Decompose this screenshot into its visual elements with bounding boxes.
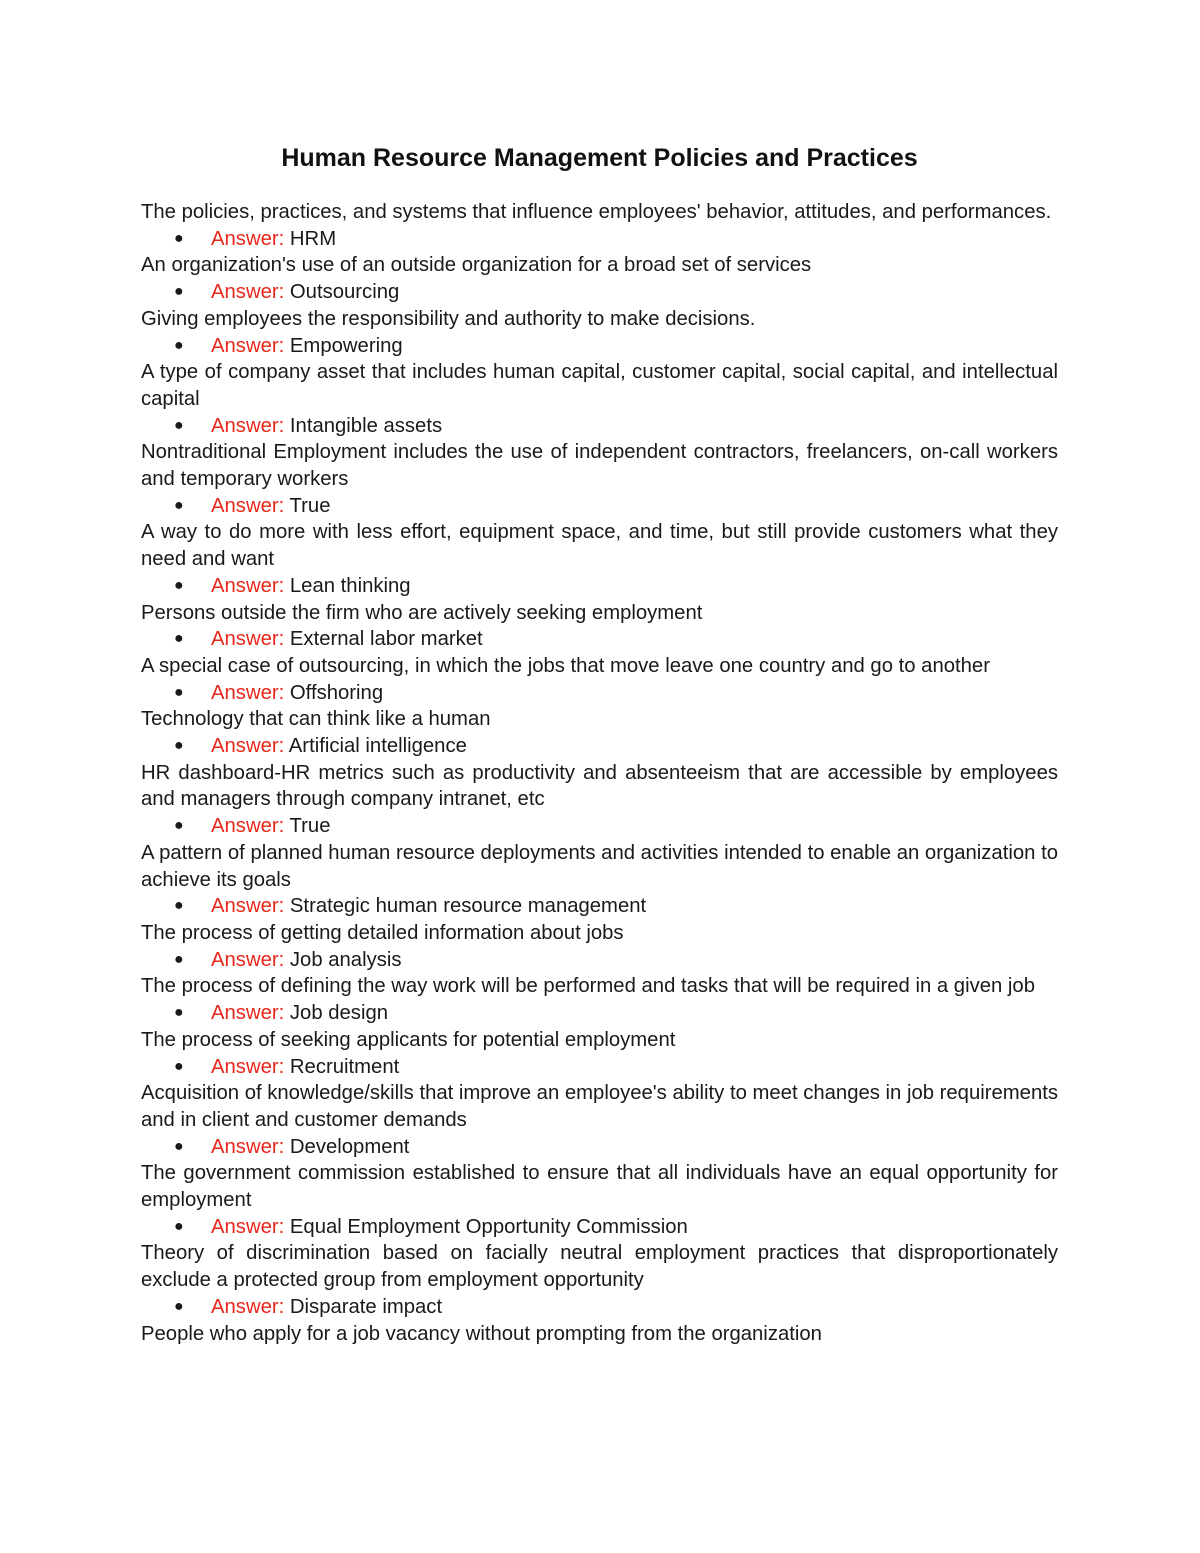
answer-label: Answer:	[211, 815, 285, 838]
bullet-icon: ●	[174, 683, 184, 701]
answer-value: Strategic human resource management	[289, 895, 647, 918]
answer-list-item	[141, 573, 1058, 600]
question-text: A special case of outsourcing, in which the jobs that move leave one country and go to another	[141, 654, 990, 677]
answer-label: Answer:	[211, 628, 285, 651]
bullet-icon: ●	[174, 1217, 184, 1235]
answer-value: Offshoring	[289, 681, 384, 704]
bullet-icon: ●	[174, 229, 184, 247]
bullet-icon: ●	[174, 897, 184, 915]
answer-label: Answer:	[211, 1002, 285, 1025]
answer-label: Answer:	[211, 1135, 285, 1158]
answer-label: Answer:	[211, 1215, 285, 1238]
answer-label: Answer:	[211, 227, 285, 250]
answer-list-item	[141, 413, 1058, 440]
answer-list-item	[141, 279, 1058, 306]
answer-label: Answer:	[211, 948, 285, 971]
answer-value: Empowering	[289, 334, 403, 357]
answer-value: True	[289, 494, 331, 517]
question-text: A type of company asset that includes human capital, customer capital, social capital, and intellectual capital	[141, 361, 1058, 410]
answer-list-item	[141, 1294, 1058, 1321]
answer-value: Development	[289, 1135, 410, 1158]
question-text: Nontraditional Employment includes the use of independent contractors, freelancers, on-call workers and temporary workers	[141, 441, 1058, 491]
answer-label: Answer:	[211, 681, 285, 704]
answer-label: Answer:	[211, 1295, 285, 1318]
answer-label: Answer:	[211, 735, 285, 758]
answer-value: Job analysis	[289, 948, 402, 971]
answer-list-item	[141, 333, 1058, 360]
answer-list-item	[141, 813, 1058, 840]
question-text: Technology that can think like a human	[141, 708, 491, 731]
question-text: A pattern of planned human resource deployments and activities intended to enable an organization to achieve its goals	[141, 841, 1058, 891]
answer-value: Artificial intelligence	[288, 735, 467, 758]
bullet-icon: ●	[174, 576, 184, 594]
answer-value: True	[289, 815, 331, 838]
document-title: Human Resource Management Policies and Practices	[281, 144, 918, 172]
question-text: An organization's use of an outside organization for a broad set of services	[141, 254, 812, 277]
answer-value: Outsourcing	[289, 281, 400, 304]
answer-value: HRM	[289, 227, 337, 250]
answer-value: Recruitment	[289, 1055, 400, 1078]
answer-value: Lean thinking	[289, 574, 411, 597]
bullet-icon: ●	[174, 1057, 184, 1075]
bullet-icon: ●	[174, 1004, 184, 1022]
answer-list-item	[141, 226, 1058, 253]
bullet-icon: ●	[174, 630, 184, 648]
bullet-icon: ●	[174, 1297, 184, 1315]
answer-list-item	[141, 1000, 1058, 1027]
question-text: The process of getting detailed information about jobs	[141, 921, 624, 944]
document-page	[141, 138, 1058, 1347]
answer-label: Answer:	[211, 1055, 285, 1078]
question-text: A way to do more with less effort, equipment space, and time, but still provide customers what they need and want	[141, 521, 1058, 571]
answer-list-item	[141, 1134, 1058, 1161]
bullet-icon: ●	[174, 737, 184, 755]
answer-label: Answer:	[211, 494, 285, 517]
answer-label: Answer:	[211, 334, 285, 357]
bullet-icon: ●	[174, 336, 184, 354]
answer-list-item	[141, 680, 1058, 707]
bullet-icon: ●	[174, 416, 184, 434]
question-text: People who apply for a job vacancy without prompting from the organization	[141, 1322, 822, 1345]
question-text: The process of defining the way work will be performed and tasks that will be required in a given job	[141, 975, 1035, 998]
answer-label: Answer:	[211, 895, 285, 918]
answer-list-item	[141, 493, 1058, 520]
bullet-icon: ●	[174, 496, 184, 514]
answer-list-item	[141, 1054, 1058, 1081]
answer-label: Answer:	[211, 414, 285, 437]
question-text: Theory of discrimination based on facially neutral employment practices that disproportionately exclude a protected group from employment opportunity	[141, 1242, 1058, 1292]
bullet-icon: ●	[174, 1137, 184, 1155]
answer-list-item	[141, 947, 1058, 974]
answer-label: Answer:	[211, 574, 285, 597]
question-text: The policies, practices, and systems that influence employees' behavior, attitudes, and performances.	[141, 201, 1052, 223]
question-text: Persons outside the firm who are actively seeking employment	[141, 601, 703, 624]
answer-label: Answer:	[211, 281, 285, 304]
answer-value: Disparate impact	[289, 1295, 443, 1318]
answer-value: Equal Employment Opportunity Commission	[289, 1215, 688, 1238]
bullet-icon: ●	[174, 950, 184, 968]
question-text: Giving employees the responsibility and authority to make decisions.	[141, 307, 756, 330]
answer-list-item	[141, 733, 1058, 760]
qa-list	[141, 199, 1058, 1347]
question-text: Acquisition of knowledge/skills that improve an employee's ability to meet changes in job requirements and in client and customer demands	[141, 1082, 1059, 1131]
answer-list-item	[141, 626, 1058, 653]
bullet-icon: ●	[174, 817, 184, 835]
answer-list-item	[141, 1214, 1058, 1241]
bullet-icon: ●	[174, 283, 184, 301]
question-text: The government commission established to ensure that all individuals have an equal opportunity for employment	[141, 1162, 1058, 1212]
answer-list-item	[141, 893, 1058, 920]
answer-value: External labor market	[289, 628, 483, 651]
answer-value: Intangible assets	[289, 414, 443, 437]
answer-value: Job design	[289, 1002, 389, 1025]
question-text: The process of seeking applicants for potential employment	[141, 1028, 676, 1051]
question-text: HR dashboard-HR metrics such as productivity and absenteeism that are accessible by employees and managers through company intranet, etc	[141, 761, 1058, 811]
